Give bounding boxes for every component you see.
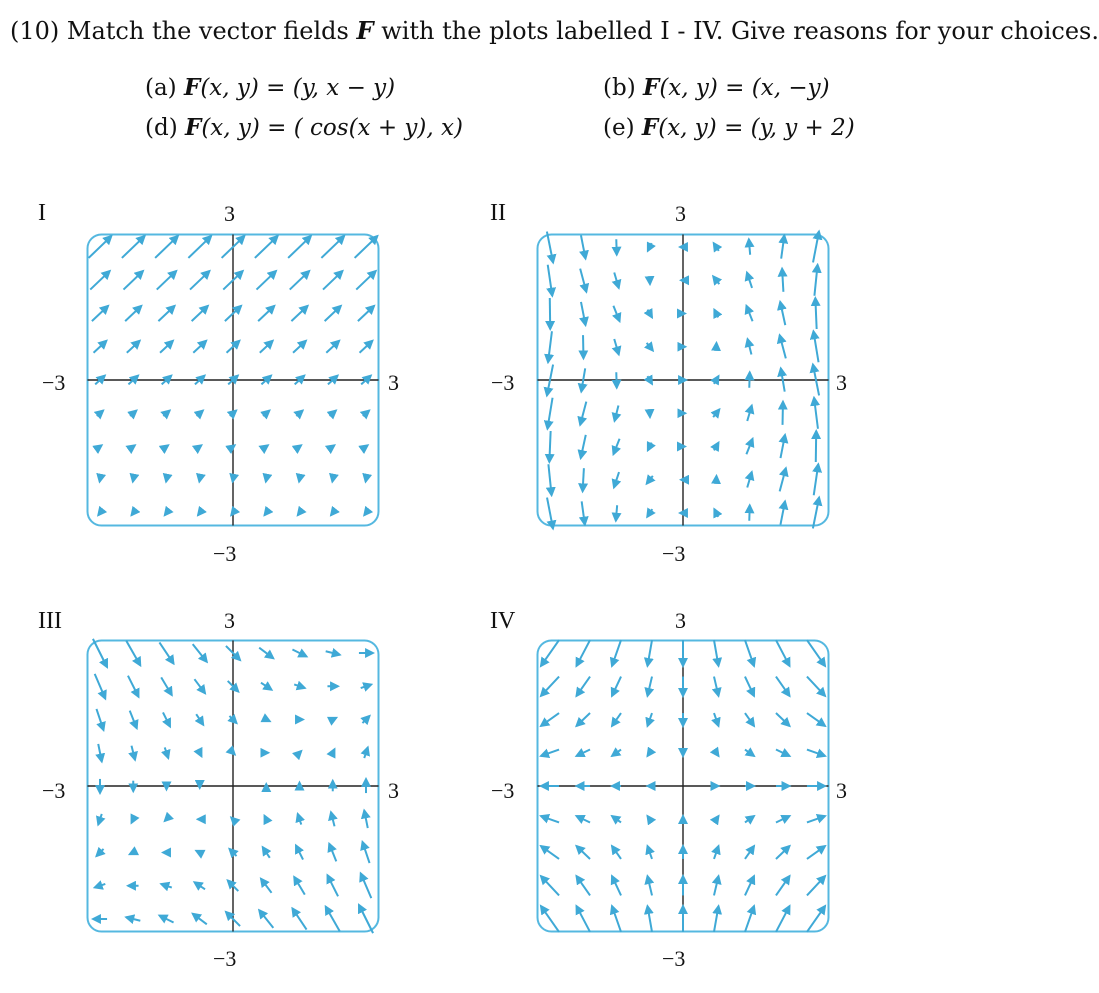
field-arrow	[299, 478, 300, 482]
field-arrow	[329, 844, 336, 862]
panel-ii-right-tick: 3	[836, 370, 847, 395]
panel-i-left-tick: −3	[42, 370, 66, 395]
field-arrow	[580, 402, 586, 425]
field-arrow	[98, 445, 101, 447]
field-arrow	[165, 747, 169, 758]
field-arrow	[647, 677, 652, 696]
panel-label-ii: II	[490, 200, 506, 226]
field-arrow	[714, 846, 719, 859]
field-arrow	[326, 907, 340, 932]
field-arrow	[745, 876, 754, 895]
field-arrow	[95, 674, 106, 699]
vector-field-plot-iv	[536, 639, 830, 933]
field-arrow	[131, 746, 135, 760]
option-b	[603, 74, 830, 101]
field-arrow	[294, 684, 305, 688]
field-arrow	[541, 750, 559, 756]
field-arrow	[98, 744, 102, 762]
field-arrow	[713, 276, 719, 284]
field-arrow	[96, 849, 103, 856]
field-arrow	[547, 232, 553, 263]
field-arrow	[330, 411, 336, 416]
panel-label-i: I	[38, 200, 46, 226]
field-arrow	[614, 472, 619, 487]
field-arrow	[364, 511, 368, 515]
option-args: (x, y) =	[200, 75, 286, 101]
field-arrow	[293, 341, 306, 353]
field-arrow	[264, 511, 268, 515]
field-arrow	[748, 339, 752, 354]
field-arrow	[292, 649, 306, 656]
field-arrow	[576, 750, 590, 756]
field-arrow	[612, 846, 621, 859]
field-arrow	[298, 751, 302, 755]
field-arrow	[130, 411, 136, 416]
field-arrow	[194, 679, 205, 693]
field-arrow	[96, 709, 103, 730]
field-arrow	[714, 640, 719, 666]
field-arrow	[331, 812, 335, 826]
field-arrow	[124, 271, 143, 290]
field-arrow	[100, 478, 101, 482]
field-arrow	[196, 714, 203, 725]
field-arrow	[198, 445, 201, 447]
field-arrow	[745, 750, 754, 756]
field-arrow	[321, 236, 344, 258]
field-arrow	[296, 845, 303, 859]
field-arrow	[364, 810, 368, 828]
panel-ii-top-tick: 3	[675, 201, 686, 226]
field-arrow	[265, 445, 268, 447]
field-arrow	[747, 406, 752, 421]
field-arrow	[746, 306, 752, 321]
field-arrow	[780, 335, 786, 358]
field-arrow	[132, 445, 135, 447]
option-args: (x, y) =	[659, 75, 745, 101]
panel-iv-right-tick: 3	[836, 778, 847, 803]
field-arrow	[612, 816, 621, 822]
field-arrow	[815, 298, 816, 329]
field-arrow	[161, 677, 172, 695]
field-arrow	[331, 749, 335, 756]
field-arrow	[581, 302, 586, 325]
field-arrow	[541, 816, 559, 822]
field-arrow	[613, 306, 619, 321]
field-arrow	[612, 640, 621, 666]
question-number: (10)	[10, 17, 60, 45]
field-arrow	[745, 816, 754, 822]
field-arrow	[193, 914, 207, 925]
question-text-before: Match the vector fields	[66, 17, 349, 45]
field-arrow	[196, 851, 203, 855]
field-arrow	[266, 478, 267, 482]
field-arrow	[131, 511, 135, 515]
field-arrow	[714, 816, 719, 822]
field-arrow	[813, 232, 819, 263]
field-arrow	[647, 816, 652, 822]
option-label: (e)	[603, 115, 635, 141]
field-arrow	[98, 511, 102, 515]
field-arrow	[325, 306, 341, 321]
field-arrow	[163, 712, 170, 726]
field-arrow	[231, 511, 235, 515]
field-arrow	[807, 846, 825, 859]
field-arrow	[714, 750, 719, 756]
option-d	[145, 114, 463, 141]
field-arrow	[781, 235, 784, 258]
field-arrow	[165, 817, 169, 821]
field-arrow	[576, 816, 590, 822]
field-arrow	[190, 271, 209, 290]
field-arrow	[648, 243, 652, 251]
field-arrow	[360, 341, 373, 353]
field-arrow	[776, 816, 790, 822]
field-arrow	[130, 711, 137, 729]
field-arrow	[93, 639, 107, 667]
panel-iv-top-tick: 3	[675, 608, 686, 633]
field-arrow	[364, 445, 367, 447]
field-arrow	[233, 478, 234, 482]
field-arrow	[259, 648, 273, 659]
field-arrow	[814, 464, 819, 495]
field-arrow	[576, 713, 590, 726]
field-arrow	[155, 236, 178, 258]
panel-i-bottom-tick: −3	[213, 541, 237, 566]
field-arrow	[192, 306, 208, 321]
question-text-after: with the plots labelled I - IV. Give reasons for your choices.	[381, 17, 1099, 45]
field-arrow	[714, 677, 719, 696]
option-label: (a)	[145, 75, 177, 101]
field-arrow	[745, 846, 754, 859]
field-arrow	[616, 505, 617, 520]
field-arrow	[298, 511, 302, 515]
field-arrow	[714, 310, 718, 318]
field-arrow	[198, 511, 202, 515]
field-arrow	[298, 814, 302, 825]
field-arrow	[814, 398, 818, 429]
field-arrow	[813, 498, 819, 529]
field-arrow	[260, 341, 273, 353]
field-arrow	[131, 816, 135, 823]
field-arrow	[294, 877, 305, 895]
field-arrow	[747, 472, 752, 487]
field-arrow	[163, 411, 169, 416]
field-arrow	[714, 509, 718, 517]
field-arrow	[95, 884, 106, 888]
field-arrow	[814, 265, 817, 296]
field-arrow	[188, 236, 211, 258]
field-arrow	[776, 906, 790, 932]
field-arrow	[541, 677, 559, 696]
field-arrow	[130, 851, 137, 855]
field-arrow	[746, 439, 752, 454]
field-arrow	[614, 339, 619, 354]
field-arrow	[807, 750, 825, 756]
field-arrow	[813, 331, 818, 362]
vector-field-plot-ii	[536, 233, 830, 527]
field-arrow	[125, 306, 141, 321]
field-arrow	[288, 236, 311, 258]
field-arrow	[165, 445, 168, 447]
panel-iii-bottom-tick: −3	[213, 946, 237, 971]
field-arrow	[647, 640, 652, 666]
field-arrow	[583, 468, 584, 491]
field-arrow	[614, 273, 619, 288]
vector-field-plot-iii	[86, 639, 380, 933]
field-arrow	[161, 884, 172, 888]
field-arrow	[780, 302, 785, 325]
field-arrow	[612, 906, 621, 932]
field-arrow	[298, 445, 301, 447]
field-arrow	[364, 747, 368, 758]
field-arrow	[776, 713, 790, 726]
field-arrow	[541, 876, 559, 895]
field-arrow	[547, 498, 553, 529]
field-arrow	[548, 331, 552, 362]
field-arrow	[257, 271, 276, 290]
option-args: (x, y) =	[201, 115, 287, 141]
panel-i-right-tick: 3	[388, 370, 399, 395]
field-arrow	[327, 875, 338, 896]
option-expr: (x, −y)	[751, 75, 830, 101]
panel-label-iii: III	[38, 608, 62, 634]
field-arrow	[128, 676, 139, 697]
panel-iii-left-tick: −3	[42, 778, 66, 803]
field-arrow	[90, 271, 109, 290]
option-e	[603, 114, 855, 141]
field-arrow	[291, 306, 307, 321]
option-lhs: F	[183, 74, 201, 101]
field-arrow	[648, 443, 652, 451]
field-arrow	[714, 443, 719, 451]
field-arrow	[612, 876, 621, 895]
field-arrow	[581, 235, 586, 258]
field-arrow	[296, 411, 302, 416]
field-arrow	[92, 306, 108, 321]
field-arrow	[326, 341, 339, 353]
field-arrow	[613, 439, 619, 454]
field-arrow	[98, 814, 102, 825]
field-arrow	[199, 478, 200, 482]
field-arrow	[581, 435, 586, 458]
field-arrow	[647, 906, 652, 932]
field-arrow	[231, 445, 234, 447]
field-arrow	[776, 846, 790, 859]
field-arrow	[612, 713, 621, 726]
field-arrow	[714, 906, 719, 932]
field-arrow	[780, 501, 785, 524]
field-arrow	[193, 644, 207, 662]
vector-field-symbol: F	[356, 16, 374, 45]
field-arrow	[612, 677, 621, 696]
field-arrow	[122, 236, 145, 258]
field-arrow	[290, 271, 309, 290]
option-lhs: F	[184, 114, 202, 141]
field-arrow	[292, 908, 306, 929]
field-arrow	[714, 876, 719, 895]
field-arrow	[331, 511, 335, 515]
field-arrow	[127, 341, 140, 353]
field-arrow	[264, 816, 268, 823]
panel-label-iv: IV	[490, 608, 516, 634]
option-a	[145, 74, 395, 101]
question-text	[10, 16, 1099, 45]
option-args: (x, y) =	[658, 115, 744, 141]
option-expr: (y, y + 2)	[750, 115, 855, 141]
field-arrow	[362, 842, 369, 863]
field-arrow	[261, 683, 272, 690]
field-arrow	[356, 271, 375, 290]
field-arrow	[548, 265, 553, 296]
field-arrow	[323, 271, 342, 290]
field-arrow	[258, 306, 274, 321]
field-arrow	[126, 641, 140, 666]
panel-iv-bottom-tick: −3	[662, 946, 686, 971]
field-arrow	[361, 873, 372, 898]
field-arrow	[158, 306, 174, 321]
field-arrow	[363, 411, 369, 416]
field-arrow	[647, 310, 652, 318]
field-arrow	[776, 677, 790, 696]
field-arrow	[780, 468, 786, 491]
field-arrow	[714, 713, 719, 726]
option-label: (d)	[145, 115, 178, 141]
field-arrow	[326, 651, 340, 655]
field-arrow	[198, 749, 202, 756]
field-arrow	[745, 906, 754, 932]
field-arrow	[549, 431, 550, 462]
field-arrow	[580, 269, 586, 292]
field-arrow	[263, 411, 269, 416]
field-arrow	[807, 876, 825, 895]
field-arrow	[193, 341, 206, 353]
field-arrow	[133, 478, 134, 482]
field-arrow	[231, 751, 235, 755]
field-arrow	[582, 501, 585, 524]
panel-iii-top-tick: 3	[224, 608, 235, 633]
panel-iii-right-tick: 3	[388, 778, 399, 803]
field-arrow	[159, 915, 173, 922]
field-arrow	[647, 750, 652, 756]
field-arrow	[615, 406, 619, 421]
field-arrow	[541, 713, 559, 726]
field-arrow	[331, 445, 334, 447]
field-arrow	[361, 684, 372, 688]
field-arrow	[576, 906, 590, 932]
option-label: (b)	[603, 75, 636, 101]
field-arrow	[713, 409, 719, 417]
field-arrow	[160, 341, 173, 353]
field-arrow	[776, 640, 790, 666]
field-arrow	[165, 511, 169, 515]
field-arrow	[547, 398, 552, 429]
vector-field-plot-i	[86, 233, 380, 527]
field-arrow	[359, 905, 373, 933]
option-expr: (y, x − y)	[292, 75, 396, 101]
field-arrow	[355, 236, 378, 258]
field-arrow	[647, 343, 653, 351]
field-arrow	[749, 239, 750, 254]
field-arrow	[548, 464, 551, 495]
field-arrow	[358, 306, 374, 321]
field-arrow	[776, 750, 790, 756]
field-arrow	[197, 411, 203, 416]
panel-ii-bottom-tick: −3	[662, 541, 686, 566]
field-arrow	[745, 677, 754, 696]
field-arrow	[745, 640, 754, 666]
panel-i-top-tick: 3	[224, 201, 235, 226]
field-arrow	[329, 718, 336, 722]
field-arrow	[159, 642, 173, 663]
field-arrow	[807, 677, 825, 696]
field-arrow	[332, 478, 333, 482]
field-arrow	[231, 817, 235, 821]
panel-ii-left-tick: −3	[491, 370, 515, 395]
field-arrow	[647, 846, 652, 859]
field-arrow	[776, 876, 790, 895]
field-arrow	[97, 411, 103, 416]
field-arrow	[647, 509, 652, 517]
field-arrow	[261, 879, 272, 893]
field-arrow	[576, 640, 590, 666]
field-arrow	[541, 846, 559, 859]
field-arrow	[714, 243, 719, 251]
field-arrow	[782, 269, 783, 292]
field-arrow	[259, 910, 273, 928]
option-lhs: F	[641, 114, 659, 141]
field-arrow	[157, 271, 176, 290]
field-arrow	[263, 847, 270, 858]
field-arrow	[647, 476, 653, 484]
field-arrow	[780, 435, 785, 458]
field-arrow	[362, 716, 369, 723]
option-expr: ( cos(x + y), x)	[293, 115, 463, 141]
field-arrow	[576, 846, 590, 859]
field-arrow	[166, 478, 167, 482]
field-arrow	[745, 713, 754, 726]
option-lhs: F	[642, 74, 660, 101]
field-arrow	[747, 273, 752, 288]
field-arrow	[263, 718, 270, 722]
panel-iv-left-tick: −3	[491, 778, 515, 803]
field-arrow	[194, 882, 205, 889]
field-arrow	[94, 341, 107, 353]
field-arrow	[255, 236, 278, 258]
field-arrow	[126, 917, 140, 921]
field-arrow	[612, 750, 621, 756]
field-arrow	[576, 677, 590, 696]
field-arrow	[366, 478, 367, 482]
field-arrow	[807, 816, 825, 822]
field-arrow	[807, 713, 825, 726]
field-arrow	[647, 713, 652, 726]
field-arrow	[647, 876, 652, 895]
field-arrow	[576, 876, 590, 895]
